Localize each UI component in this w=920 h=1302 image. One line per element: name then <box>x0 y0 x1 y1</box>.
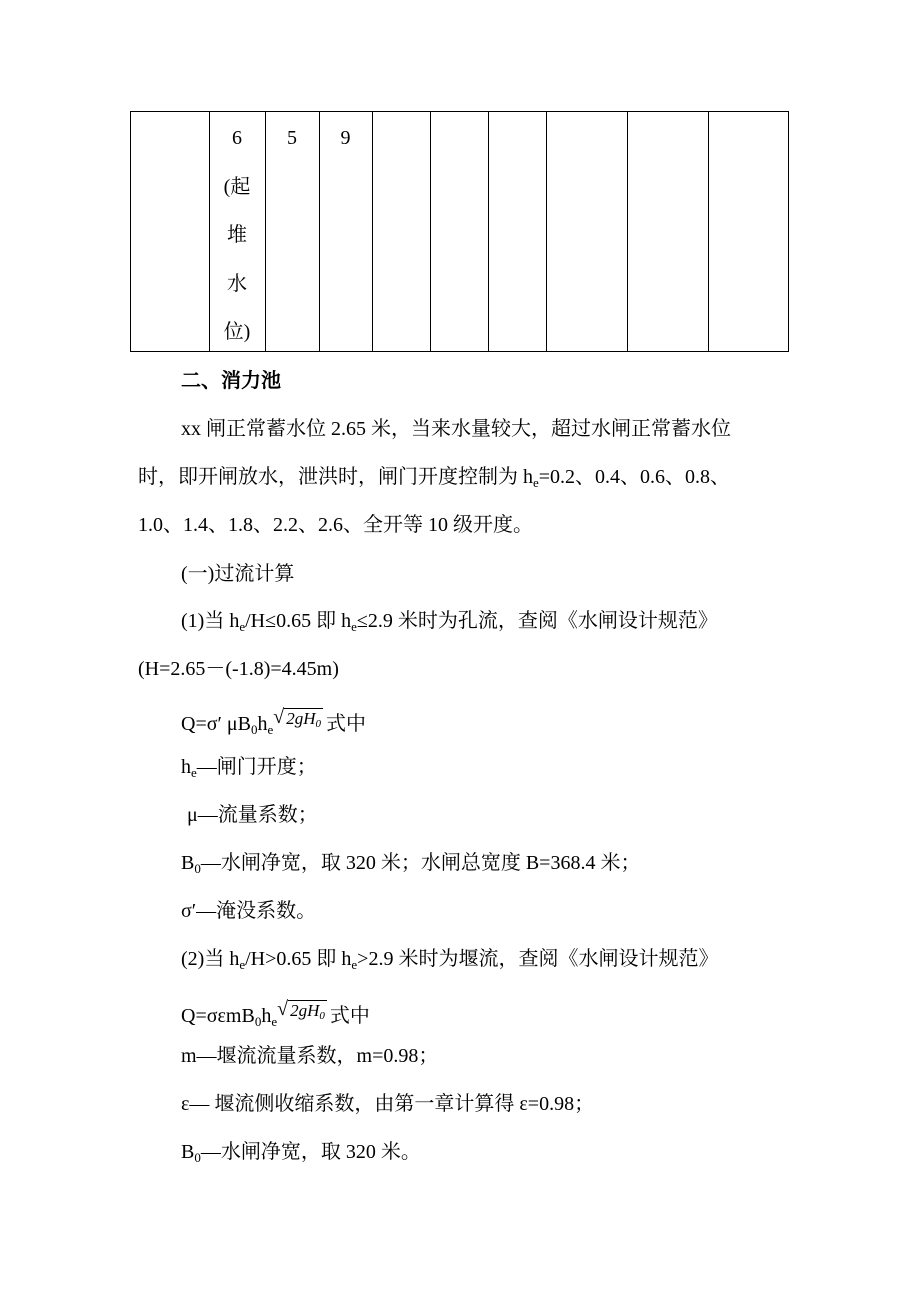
cell-line: 堆 <box>227 224 247 246</box>
column-divider <box>430 112 431 351</box>
subscript: e <box>239 957 246 972</box>
def-b0-weir <box>181 1139 421 1165</box>
text-run: 2gH <box>290 1001 320 1020</box>
cell-line: 位) <box>223 321 251 343</box>
cell-line: 水 <box>227 272 247 295</box>
cell-line: (起 <box>223 175 251 198</box>
case1-line <box>181 608 718 634</box>
text-run: B <box>181 1141 195 1163</box>
formula-orifice-flow <box>181 706 366 737</box>
subscript: 0 <box>194 861 201 876</box>
column-divider <box>488 112 489 351</box>
subscript: e <box>191 765 197 780</box>
text-run: —水闸净宽，取 320 米；水闸总宽度 B=368.4 米； <box>200 852 641 874</box>
text-run: Q=σ′ μB <box>181 713 251 735</box>
subscript: e <box>351 619 357 634</box>
subscript: 0 <box>315 718 322 730</box>
text-run: —闸门开度； <box>196 756 317 778</box>
def-mu: μ—流量系数； <box>187 804 318 826</box>
column-divider <box>708 112 709 351</box>
table-cell: 9 <box>340 127 351 149</box>
radical-sign-icon: √ <box>277 998 289 1020</box>
text-run: (1)当 h <box>181 610 240 632</box>
sub-heading: (一)过流计算 <box>181 563 295 585</box>
column-divider <box>627 112 628 351</box>
subscript: e <box>351 957 358 972</box>
subscript: e <box>271 1014 278 1029</box>
radical-sign-icon: √ <box>273 706 285 728</box>
text-run: (2)当 h <box>181 948 240 970</box>
text-run: h <box>261 1005 272 1027</box>
subscript: 0 <box>250 722 258 737</box>
intro-line-1: xx 闸正常蓄水位 2.65 米，当来水量较大，超过水闸正常蓄水位 <box>181 418 731 440</box>
text-run: ≤2.9 米时为孔流，查阅《水闸设计规范》 <box>356 610 718 632</box>
data-table-fragment <box>130 111 789 352</box>
square-root <box>273 706 323 732</box>
text-run: >2.9 米时为堰流，查阅《水闸设计规范》 <box>357 948 719 970</box>
def-sigma: σ′—淹没系数。 <box>181 900 317 922</box>
subscript: 0 <box>254 1014 262 1029</box>
radicand <box>288 1000 327 1020</box>
text-run: h <box>257 713 268 735</box>
subscript: e <box>267 722 274 737</box>
subscript: 0 <box>319 1010 325 1022</box>
case2-line <box>181 946 718 972</box>
text-run: B <box>181 852 195 874</box>
def-epsilon: ε— 堰流侧收缩系数，由第一章计算得 ε=0.98； <box>181 1093 595 1115</box>
subscript: e <box>533 475 539 490</box>
square-root <box>277 998 327 1024</box>
table-cell: 5 <box>287 127 297 149</box>
subscript: e <box>239 619 246 634</box>
formula-weir-flow <box>181 998 370 1029</box>
def-he <box>181 754 317 780</box>
column-divider <box>372 112 373 351</box>
text-run: 式中 <box>329 1005 370 1027</box>
section-heading: 二、消力池 <box>181 370 281 392</box>
cell-line: 6 <box>232 127 242 149</box>
case1-line-2: (H=2.65－(-1.8)=4.45m) <box>138 658 339 680</box>
text-run: h <box>181 756 191 778</box>
intro-line-3: 1.0、1.4、1.8、2.2、2.6、全开等 10 级开度。 <box>138 514 533 536</box>
text-run: 2gH <box>286 709 316 728</box>
subscript: 0 <box>194 1150 201 1165</box>
text-run: 式中 <box>326 713 367 735</box>
text-run: 时，即开闸放水，泄洪时，闸门开度控制为 h <box>138 466 533 488</box>
def-m: m—堰流流量系数，m=0.98； <box>181 1045 439 1067</box>
text-run: —水闸净宽，取 320 米。 <box>200 1141 421 1163</box>
text-run: /H>0.65 即 h <box>245 948 352 970</box>
intro-line-2 <box>138 464 730 490</box>
text-run: =0.2、0.4、0.6、0.8、 <box>538 466 731 488</box>
radicand <box>284 708 323 728</box>
def-b0 <box>181 850 640 876</box>
text-run: Q=σεmB <box>181 1005 255 1027</box>
column-divider <box>546 112 547 351</box>
text-run: /H≤0.65 即 h <box>245 610 352 632</box>
table-cell-level-label <box>209 114 265 357</box>
